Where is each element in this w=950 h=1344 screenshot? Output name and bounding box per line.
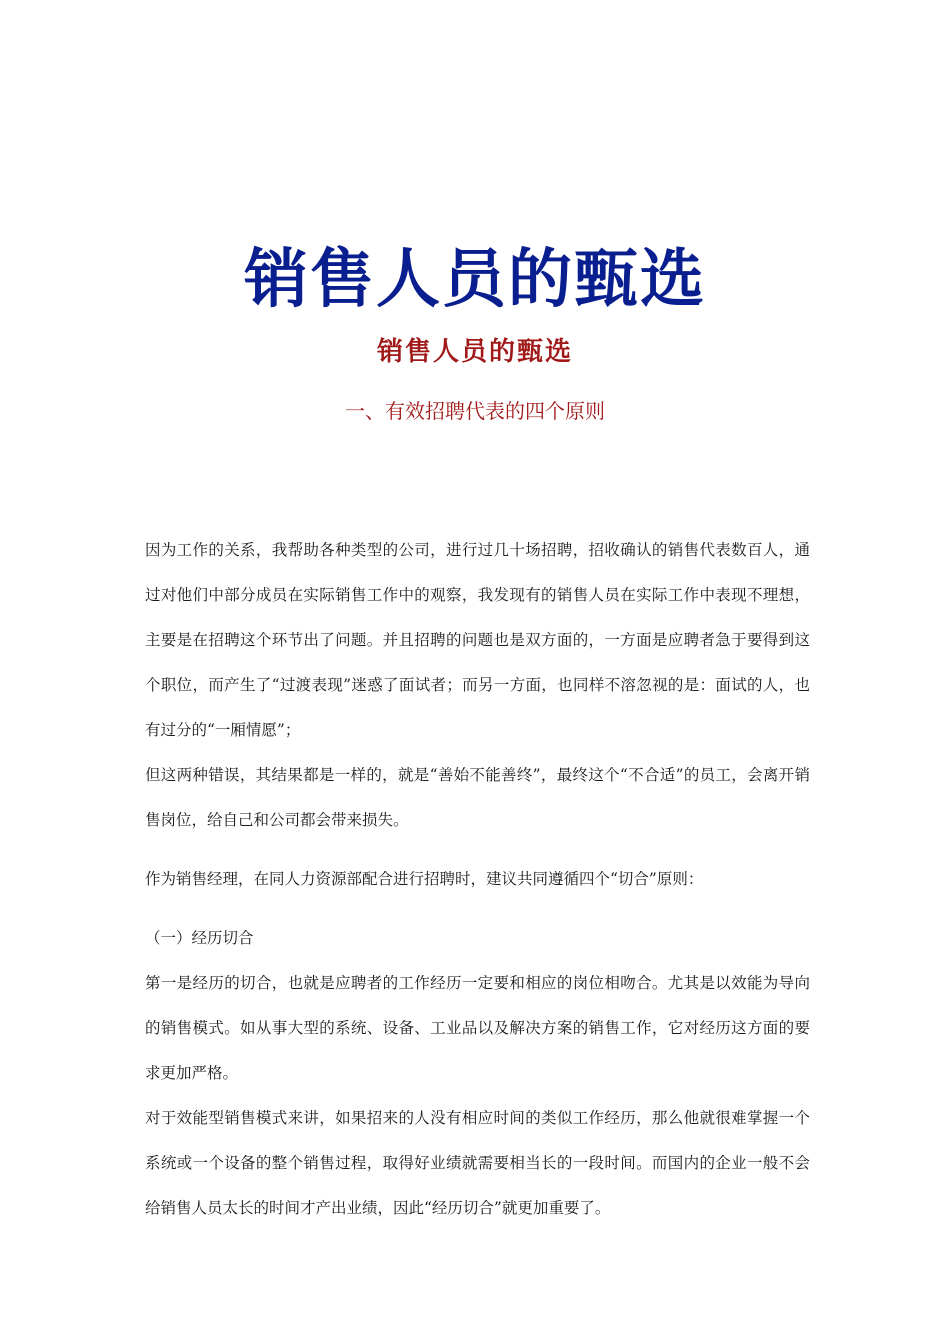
sub-title: 销售人员的甄选 — [376, 337, 573, 367]
paragraph-principles-intro: 作为销售经理，在同人力资源部配合进行招聘时，建议共同遵循四个“切合”原则： — [145, 870, 704, 888]
subsection-heading: （一）经历切合 — [145, 929, 254, 947]
paragraph-consequence: 但这两种错误，其结果都是一样的，就是“善始不能善终”，最终这个“不合适”的员工，会离开销售岗位，给自己和公司都会带来损失。 — [145, 766, 810, 829]
main-title: 销售人员的甄选 — [244, 243, 706, 317]
paragraph-experience-match: 第一是经历的切合，也就是应聘者的工作经历一定要和相应的岗位相吻合。尤其是以效能为导向的销售模式。如从事大型的系统、设备、工业品以及解决方案的销售工作，它对经历这方面的要求更加严格。 — [145, 974, 810, 1082]
section-title: 一、有效招聘代表的四个原则 — [345, 399, 605, 423]
paragraph-intro: 因为工作的关系，我帮助各种类型的公司，进行过几十场招聘，招收确认的销售代表数百人，通过对他们中部分成员在实际销售工作中的观察，我发现有的销售人员在实际工作中表现不理想，主要是在招聘这个环节出了问题。并且招聘的问题也是双方面的，一方面是应聘者急于要得到这个职位，而产生了“过渡表现”迷惑了面试者；而另一方面，也同样不溶忽视的是：面试的人，也有过分的“一厢情愿”； — [145, 541, 810, 739]
paragraph-efficiency-sales: 对于效能型销售模式来讲，如果招来的人没有相应时间的类似工作经历，那么他就很难掌握一个系统或一个设备的整个销售过程，取得好业绩就需要相当长的一段时间。而国内的企业一般不会给销售人员太长的时间才产出业绩，因此“经历切合”就更加重要了。 — [145, 1109, 810, 1217]
body-text — [145, 528, 810, 1231]
